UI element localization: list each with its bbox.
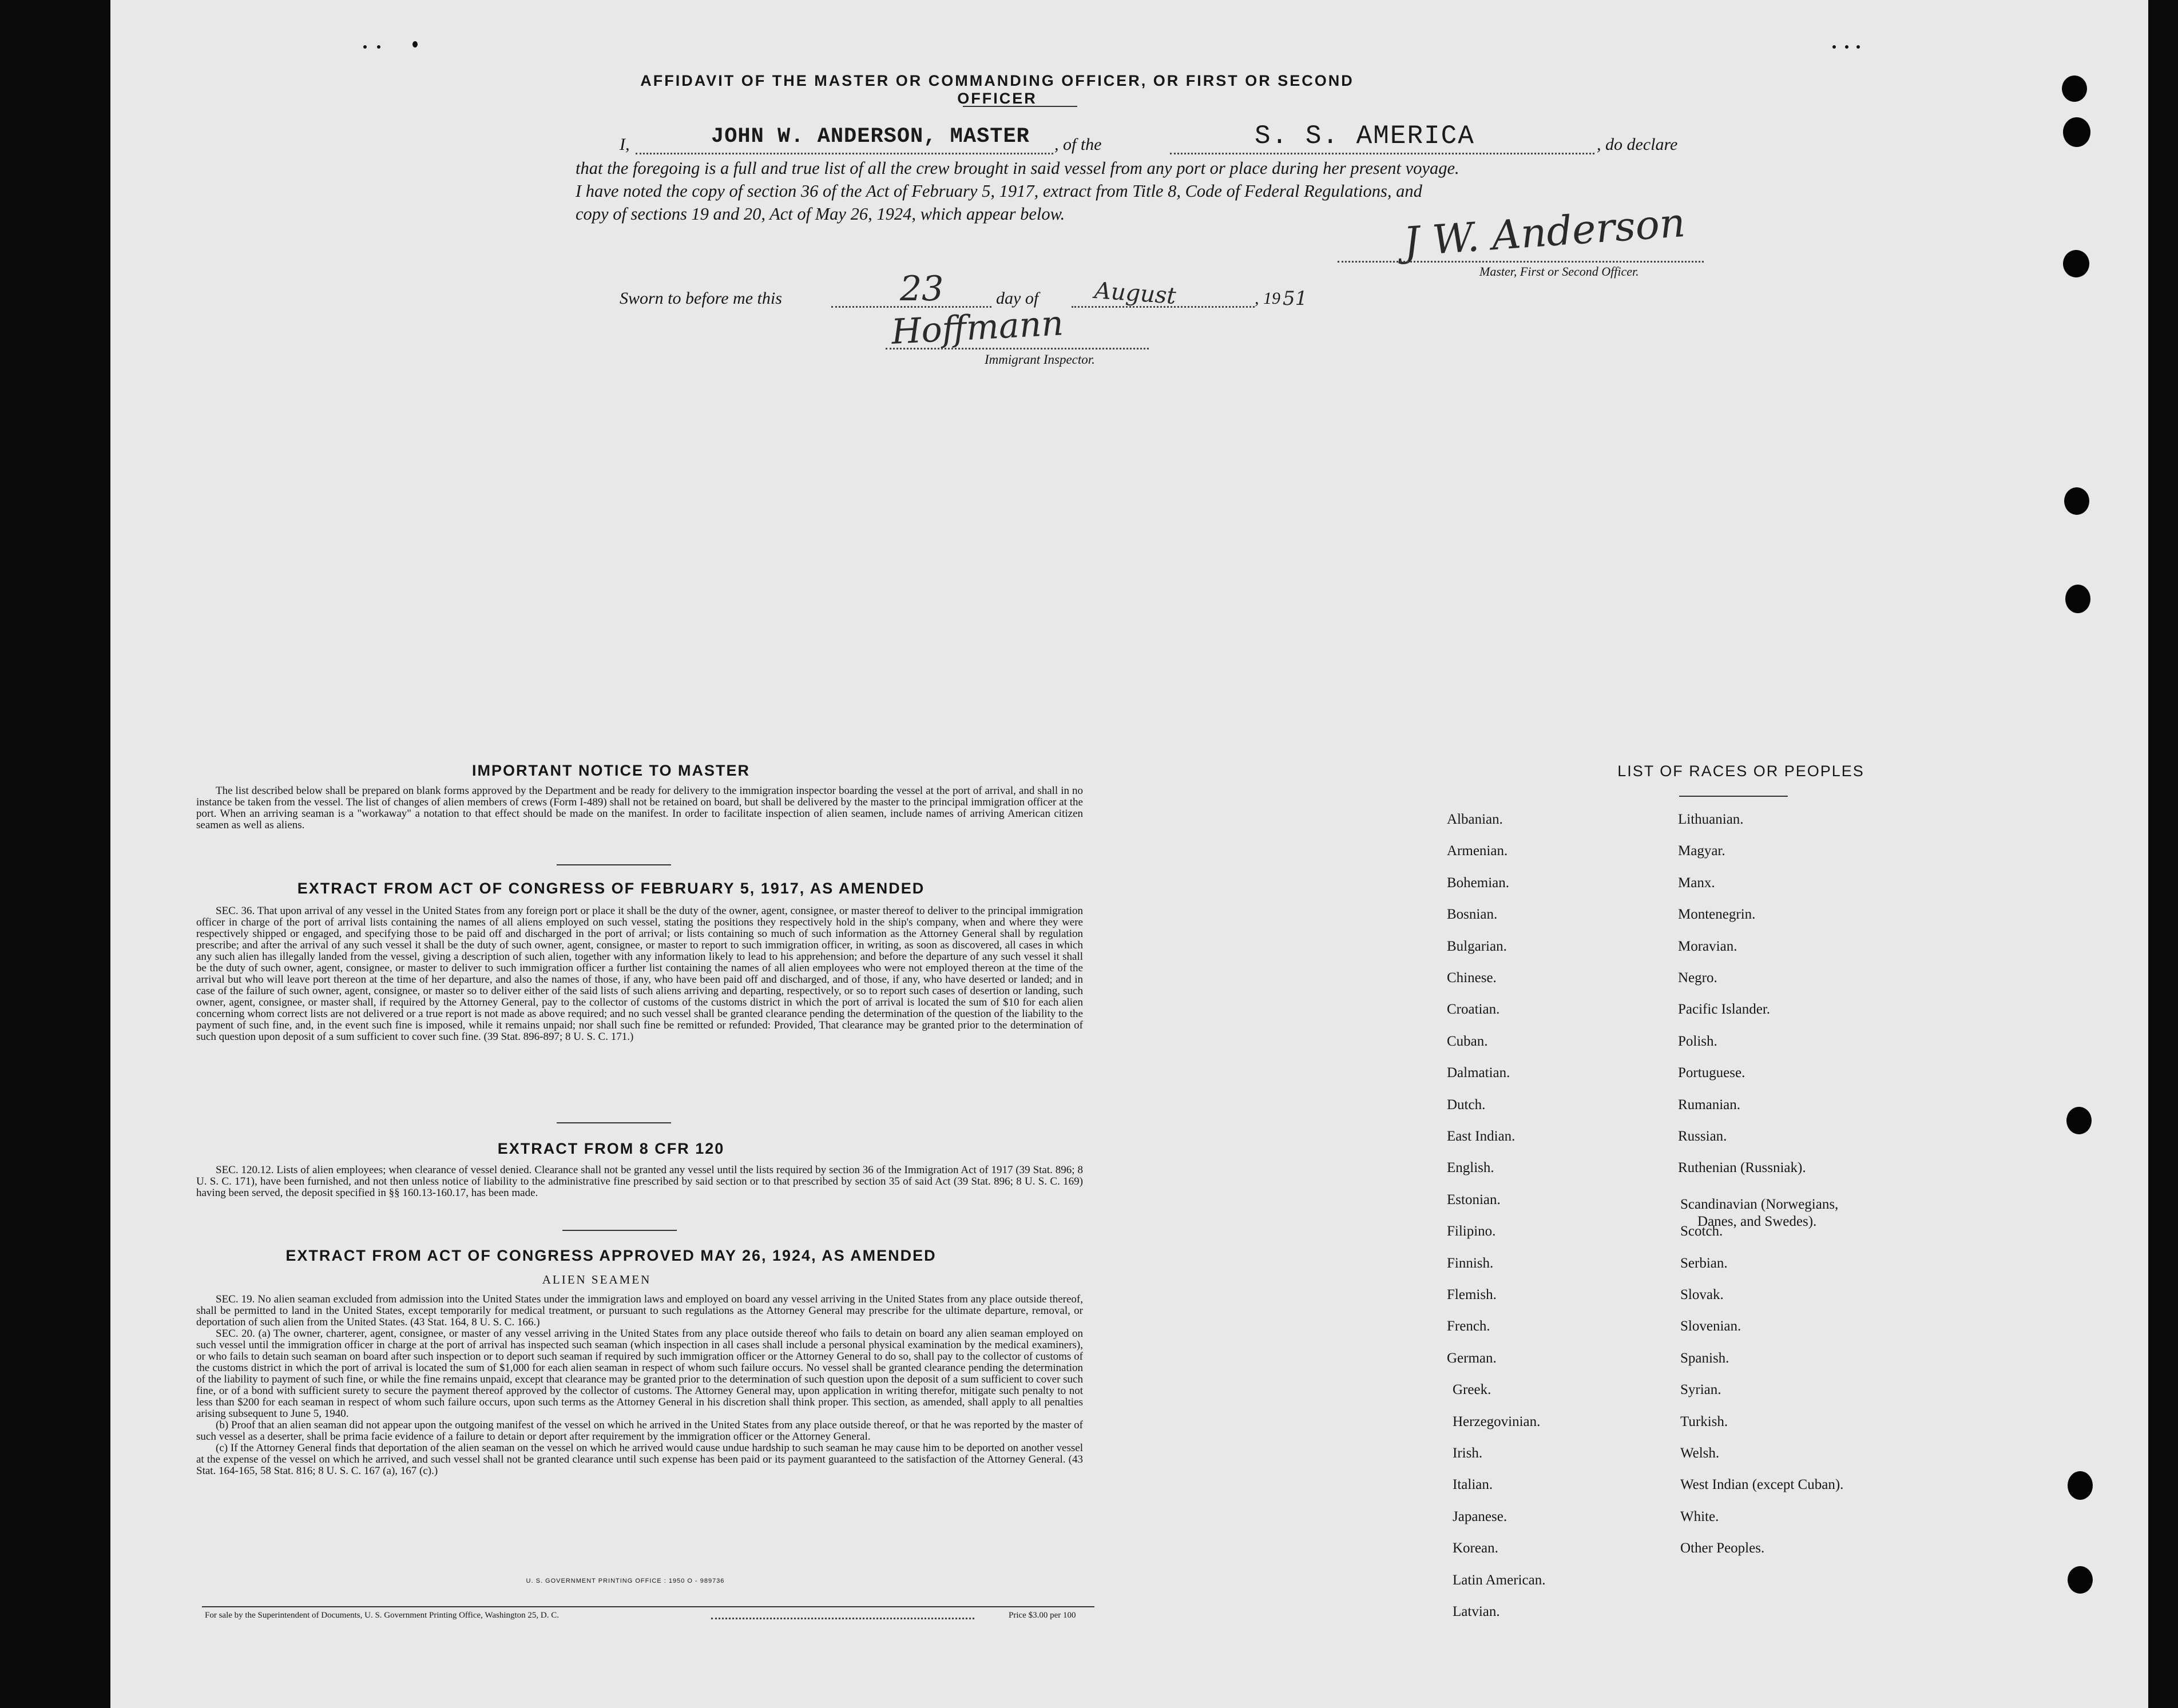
punch-hole [2063,117,2090,147]
speck [412,41,418,47]
extract-cfr-body: SEC. 120.12. Lists of alien employees; when clearance of vessel denied. Clearance shall not be granted any vessel until the lists required by section 36 of the Immigration Act of 1917 (39 Stat. 896; 8 U. S. C. 171), have been furnished, and not then unless notice of liability to the administrative fine prescribed by said section or to that prescribed by section 35 of said Act (39 Stat. 896; 8 U. S. C. 169) having been served, the deposit specified in §§ 160.13-160.17, has been made. [196,1164,1083,1199]
race-item: Serbian. [1680,1255,1728,1271]
race-item: Estonian. [1447,1191,1501,1207]
extract-1924-body [196,1294,1083,1477]
race-item: Bulgarian. [1447,938,1507,954]
race-item: Chinese. [1447,970,1497,986]
race-item: Turkish. [1680,1413,1728,1429]
race-item: Montenegrin. [1678,907,1756,923]
punch-hole [2062,76,2087,102]
race-item: Portuguese. [1678,1065,1745,1081]
title-divider [963,106,1077,107]
race-item: Bohemian. [1447,875,1510,891]
vessel-name-line [1170,153,1594,154]
race-item: Lithuanian. [1678,812,1744,827]
race-item: Danes, and Swedes). [1697,1213,1817,1229]
document-page [110,0,2148,1708]
notice-body: The list described below shall be prepared on blank forms approved by the Department and be ready for delivery to the immigration inspector boarding the vessel at the port of arrival, and shall in no instance be taken from the vessel. The list of changes of alien members of crews (Form I-489) shall not be retained on board, but shall be delivered by the master to the principal immigration officer at the port. When an arriving seaman is a "workaway" a notation to that effect should be made on the manifest. In order to facilitate inspection of alien seamen, include names of arriving American citizen seamen as well as aliens. [196,785,1083,831]
sworn-label: Sworn to before me this [620,289,782,308]
race-item: Ruthenian (Russniak). [1678,1160,1806,1176]
sworn-month: August [1093,277,1177,309]
race-item: Finnish. [1447,1255,1494,1271]
race-item: Negro. [1678,970,1717,986]
race-item: East Indian. [1447,1129,1516,1144]
race-item: French. [1447,1318,1490,1334]
race-item: German. [1447,1350,1497,1366]
extract-1924-subtitle: ALIEN SEAMEN [542,1273,652,1286]
extract-cfr-title: EXTRACT FROM 8 CFR 120 [497,1140,725,1157]
race-item: Spanish. [1680,1350,1729,1366]
section-20a: SEC. 20. (a) The owner, charterer, agent, consignee, or master of any vessel arriving in the United States from any place outside thereof who fails to detain on board any alien seaman employed on such vessel until the immigration officer in charge at the port of arrival has inspected such seaman (which inspection in all cases shall include a personal physical examination by the medical examiners), or who fails to detain such seaman on board after such inspection or to deport such seaman if required by such immigration officer or the Attorney General to do so, shall pay to the collector of customs of the customs district in which the port of arrival is located the sum of $1,000 for each alien seaman in respect of whom such failure occurs. No vessel shall be granted clearance pending the determination of the liability to payment of such fine, or while the fine remains unpaid, except that clearance may be granted prior to the determination of such question upon the deposit of a sum sufficient to cover such fine, or of a bond with sufficient surety to secure the payment thereof approved by the collector of customs. The Attorney General may, upon application in writing therefor, mitigate such penalty to not less than $200 for each seaman in respect of whom such failure occurs, upon such terms as the Attorney General in his discretion shall think proper. This section, as amended, shall apply to all penalties arising subsequent to June 5, 1940. [196,1328,1083,1420]
race-item: Russian. [1678,1129,1727,1144]
race-item: West Indian (except Cuban). [1680,1477,1844,1493]
master-signature: J W. Anderson [1402,198,1687,266]
punch-hole [2068,1566,2093,1594]
race-item: Manx. [1678,875,1715,891]
extract-1917-body: SEC. 36. That upon arrival of any vessel in the United States from any foreign port or place it shall be the duty of the owner, agent, consignee, or master thereof to deliver to the principal immigration officer in charge of the port of arrival lists containing the names of all aliens employed on such vessel, stating the positions they respectively hold in the ship's company, when and where they were respectively shipped or engaged, and specifying those to be paid off and discharged in the port of arrival; or lists containing so much of such information as the Attorney General shall by regulation prescribe; and after the arrival of any such vessel it shall be the duty of such owner, agent, consignee, or master to report to such immigration officer, in writing, as soon as discovered, all cases in which any such alien has illegally landed from the vessel, giving a description of such alien, together with any information likely to lead to his apprehension; and before the departure of any such vessel it shall be the duty of such owner, agent, consignee, or master to deliver to such immigration officer a further list containing the names of all alien employees who were not employed thereon at the time of the arrival but who will leave port thereon at the time of her departure, and also the names of those, if any, who have been paid off and discharged, and of those, if any, who have deserted or landed; and in case of the failure of such owner, agent, consignee, or master so to deliver either of the said lists of such aliens arriving and departing, respectively, or so to report such cases of desertion or landing, such owner, agent, consignee, or master shall, if required by the Attorney General, pay to the collector of customs of the customs district in which the port of arrival is located the sum of $10 for each alien concerning whom correct lists are not delivered or a true report is not made as above required; and no such vessel shall be granted clearance pending the determination of the question of the liability to the payment of such fine, and, in the event such fine is imposed, while it remains unpaid; nor shall such fine be remitted or refunded: Provided, That clearance may be granted prior to the determination of such question upon deposit of a sum sufficient to cover such fine. (39 Stat. 896-897; 8 U. S. C. 171.) [196,905,1083,1043]
race-item: Bosnian. [1447,907,1498,923]
vessel-name: S. S. AMERICA [1255,121,1475,151]
race-item: Korean. [1453,1540,1498,1556]
punch-hole [2065,585,2090,613]
sworn-year: 51 [1283,287,1308,310]
race-item: Albanian. [1447,812,1503,827]
race-item: Croatian. [1447,1002,1500,1018]
race-item: Slovenian. [1680,1318,1741,1334]
footer-rule [202,1606,1094,1607]
notice-title: IMPORTANT NOTICE TO MASTER [472,762,750,779]
day-of-label: day of [996,289,1039,308]
sworn-day: 23 [900,269,944,309]
race-item: Polish. [1678,1033,1717,1049]
inspector-caption: Immigrant Inspector. [985,352,1095,367]
divider [557,864,671,865]
race-item: Welsh. [1680,1445,1720,1461]
race-item: Dalmatian. [1447,1065,1510,1081]
race-item: Herzegovinian. [1453,1413,1541,1429]
section-19: SEC. 19. No alien seaman excluded from admission into the United States under the immigration laws and employed on board any vessel arriving in the United States from any place outside thereof, shall be permitted to land in the United States, except temporarily for medical treatment, or pursuant to such regulations as the Attorney General may prescribe for the ultimate departure, removal, or deportation of such alien from the United States. (43 Stat. 164, 8 U. S. C. 166.) [196,1293,1083,1328]
race-item: Latin American. [1453,1572,1546,1588]
divider [562,1230,677,1231]
printing-office-note: U. S. GOVERNMENT PRINTING OFFICE : 1950 O - 989736 [526,1578,725,1584]
race-item: Scotch. [1680,1224,1723,1240]
race-item: Filipino. [1447,1224,1496,1240]
race-item: Moravian. [1678,938,1737,954]
i-label: I, [620,135,630,154]
race-item: Other Peoples. [1680,1540,1765,1556]
race-item: Cuban. [1447,1033,1488,1049]
races-title: LIST OF RACES OR PEOPLES [1617,762,1864,780]
races-divider [1679,796,1788,797]
punch-hole [2064,487,2089,515]
race-item: Magyar. [1678,843,1725,859]
race-item: Pacific Islander. [1678,1002,1771,1018]
affidavit-title: AFFIDAVIT OF THE MASTER OR COMMANDING OFFICER, OR FIRST OR SECOND OFFICER [640,72,1354,107]
speck [363,45,367,49]
extract-1917-title: EXTRACT FROM ACT OF CONGRESS OF FEBRUARY 5, 1917, AS AMENDED [297,880,925,897]
race-item: Japanese. [1453,1508,1507,1524]
footer-price: Price $3.00 per 100 [1009,1611,1076,1620]
race-item: Irish. [1453,1445,1483,1461]
race-item: Greek. [1453,1382,1491,1398]
declaration-line-4: copy of sections 19 and 20, Act of May 26, 1924, which appear below. [576,204,1065,224]
punch-hole [2066,1107,2092,1134]
master-name: JOHN W. ANDERSON, MASTER [711,125,1030,149]
inspector-line [886,348,1149,349]
declaration-line-3: I have noted the copy of section 36 of the Act of February 5, 1917, extract from Title 8, Code of Federal Regulations, and [576,181,1422,201]
race-item: Rumanian. [1678,1097,1741,1113]
declaration-line-2: that the foregoing is a full and true list of all the crew brought in said vessel from any port or place during her present voyage. [576,158,1459,178]
race-item: White. [1680,1508,1719,1524]
race-item: Slovak. [1680,1287,1724,1302]
footer-sale-text: For sale by the Superintendent of Documents, U. S. Government Printing Office, Washington 25, D. C. [205,1611,559,1620]
divider [557,1122,671,1123]
race-item: Scandinavian (Norwegians, [1680,1196,1839,1212]
punch-hole [2063,250,2089,277]
do-declare-label: , do declare [1597,135,1678,154]
speck [1856,45,1860,49]
race-item: Latvian. [1453,1604,1500,1619]
race-item: Syrian. [1680,1382,1721,1398]
speck [1832,45,1836,49]
inspector-signature: Hoffmann [890,303,1065,352]
punch-hole [2068,1471,2093,1500]
extract-1924-title: EXTRACT FROM ACT OF CONGRESS APPROVED MAY 26, 1924, AS AMENDED [285,1247,937,1264]
year-prefix: , 19 [1255,289,1280,308]
race-item: Dutch. [1447,1097,1486,1113]
master-name-line [636,153,1053,154]
signature-line [1338,261,1704,263]
race-item: Italian. [1453,1477,1493,1493]
section-20c: (c) If the Attorney General finds that deportation of the alien seaman on the vessel on which he arrived would cause undue hardship to such seaman he may cause him to be deported on another vessel at the expense of the vessel on which he arrived, and such vessel shall not be granted clearance until such expense has been paid or its payment guaranteed to the satisfaction of the Attorney General. (43 Stat. 164-165, 58 Stat. 816; 8 U. S. C. 167 (a), 167 (c).) [196,1442,1083,1477]
signature-caption: Master, First or Second Officer. [1479,264,1639,279]
section-20b: (b) Proof that an alien seaman did not appear upon the outgoing manifest of the vessel on which he arrived in the United States from any place outside thereof, or that he was reported by the master of such vessel as a deserter, shall be prima facie evidence of a failure to detain or deport after requirement by the immigration officer or the Attorney General. [196,1419,1083,1443]
footer-leader [711,1618,974,1619]
speck [1845,45,1848,49]
race-item: Flemish. [1447,1287,1497,1302]
race-item: Armenian. [1447,843,1508,859]
of-the-label: , of the [1054,135,1102,154]
race-item: English. [1447,1160,1494,1176]
speck [377,45,380,49]
